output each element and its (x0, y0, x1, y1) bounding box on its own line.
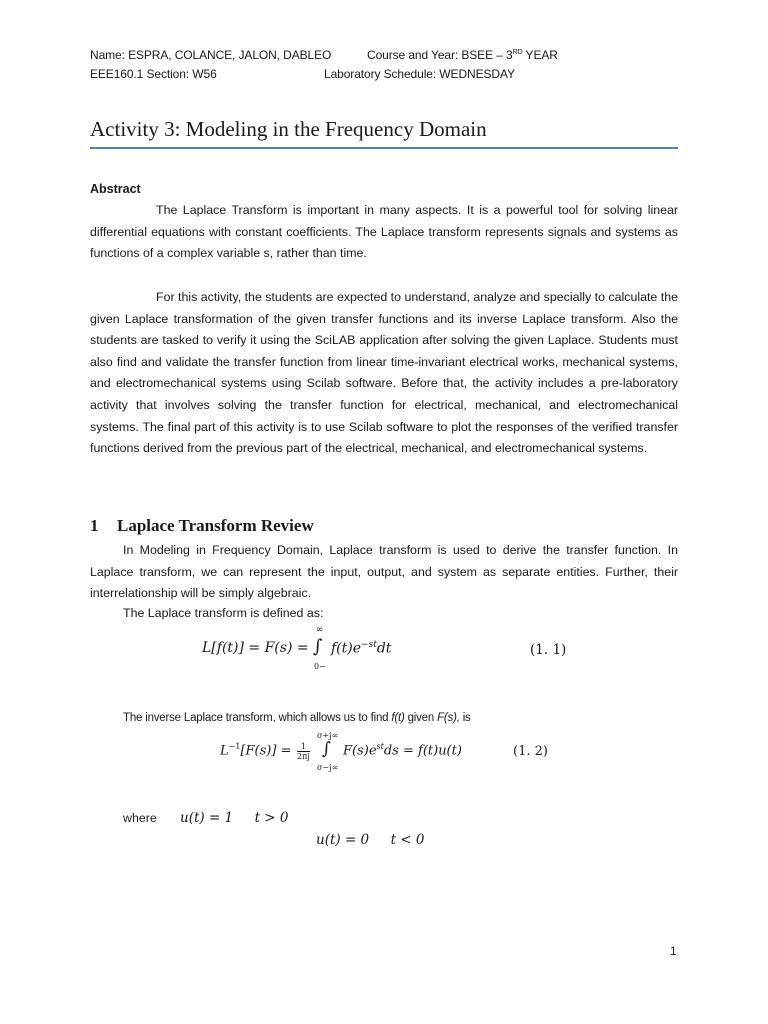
equation-2-lhs (220, 742, 291, 758)
equation-2-upper-limit: σ+j∞ (317, 731, 339, 740)
equation-1-lower-limit: 0− (314, 662, 326, 671)
inverse-Fs: F(s), (437, 712, 460, 724)
equation-2-frac-den: 2πj (297, 752, 310, 761)
equation-2-L: L (220, 743, 229, 759)
equation-1-number: (1. 1) (530, 642, 567, 658)
equation-1-integrand-base: f(t)e (331, 640, 362, 657)
inverse-intro (123, 712, 471, 724)
where-label: where (123, 811, 157, 825)
equation-1-dt: dt (376, 640, 392, 657)
inverse-ft: f(t) (391, 712, 405, 724)
condition-1: u(t) = 1 t > 0 (180, 810, 289, 826)
document-title: Activity 3: Modeling in the Frequency Domain (90, 117, 487, 141)
title-rule (90, 147, 678, 149)
header-section: EEE160.1 Section: W56 (90, 67, 217, 81)
equation-1-integral: ∫ (313, 636, 323, 657)
equation-2-number: (1. 2) (513, 744, 548, 759)
section-title: Laplace Transform Review (117, 516, 314, 535)
equation-2-integral: ∫ (322, 739, 331, 759)
abstract-heading: Abstract (90, 182, 141, 196)
equation-2-frac-num: 1 (297, 742, 310, 752)
equation-1-upper-limit: ∞ (316, 625, 324, 635)
page-number: 1 (670, 944, 677, 958)
header-schedule: Laboratory Schedule: WEDNESDAY (324, 67, 515, 81)
equation-2-lhs-rest: [F(s)] = (240, 743, 292, 759)
equation-1-exponent: −st (361, 640, 377, 650)
equation-2-rest: ds = f(t)u(t) (383, 743, 462, 759)
equation-2-fraction (297, 741, 310, 761)
header-course-sup: RD (512, 49, 523, 56)
inverse-intro-c: is (459, 712, 471, 724)
header-course-suffix: YEAR (522, 48, 558, 62)
inverse-intro-a: The inverse Laplace transform, which allows us to find (123, 712, 392, 724)
equation-2-rhs (343, 742, 462, 758)
section-number: 1 (90, 516, 99, 535)
equation-2-lower-limit: σ−j∞ (317, 763, 339, 772)
header-course-label: Course and Year: BSEE – 3 (367, 48, 513, 62)
section-heading (90, 516, 314, 536)
header-course (367, 48, 558, 62)
abstract-paragraph-2: For this activity, the students are expected to understand, analyze and specially to calculate the given Laplace transformation of the given transfer functions and its inverse Laplace transform. Also the students are tasked to verify it using the SciLAB application after solving the given Laplace. Students must also find and validate the transfer function from linear time-invariant electrical works, mechanical systems, and electromechanical systems using Scilab software. Before that, the activity includes a pre-laboratory activity that involves solving the transfer function for electrical, mechanical, and electromechanical systems. The final part of this activity is to use Scilab software to plot the responses of the verified transfer functions derived from the previous part of the electrical, mechanical, and electromechanical systems. (90, 290, 678, 456)
equation-1-integrand (331, 640, 391, 657)
header-name: Name: ESPRA, COLANCE, JALON, DABLEO (90, 48, 332, 62)
equation-2-integrand: F(s)e (343, 743, 377, 759)
abstract-paragraph-1: The Laplace Transform is important in many aspects. It is a powerful tool for solving linear differential equations with constant coefficients. The Laplace transform represents signals and systems as functions of a complex variable s, rather than time. (90, 203, 678, 261)
equation-1-lhs: L[f(t)] = F(s) = (202, 640, 309, 656)
equation-2-lhs-sup: −1 (228, 742, 241, 751)
inverse-intro-b: given (404, 712, 438, 724)
definition-intro: The Laplace transform is defined as: (123, 606, 324, 620)
section-paragraph: In Modeling in Frequency Domain, Laplace transform is used to derive the transfer function. In Laplace transform, we can represent the input, output, and system as separate entities. Further, their interrelationship will be simply algebraic. (90, 543, 678, 601)
equation-2-exponent: st (376, 742, 384, 751)
condition-2: u(t) = 0 t < 0 (316, 832, 425, 848)
